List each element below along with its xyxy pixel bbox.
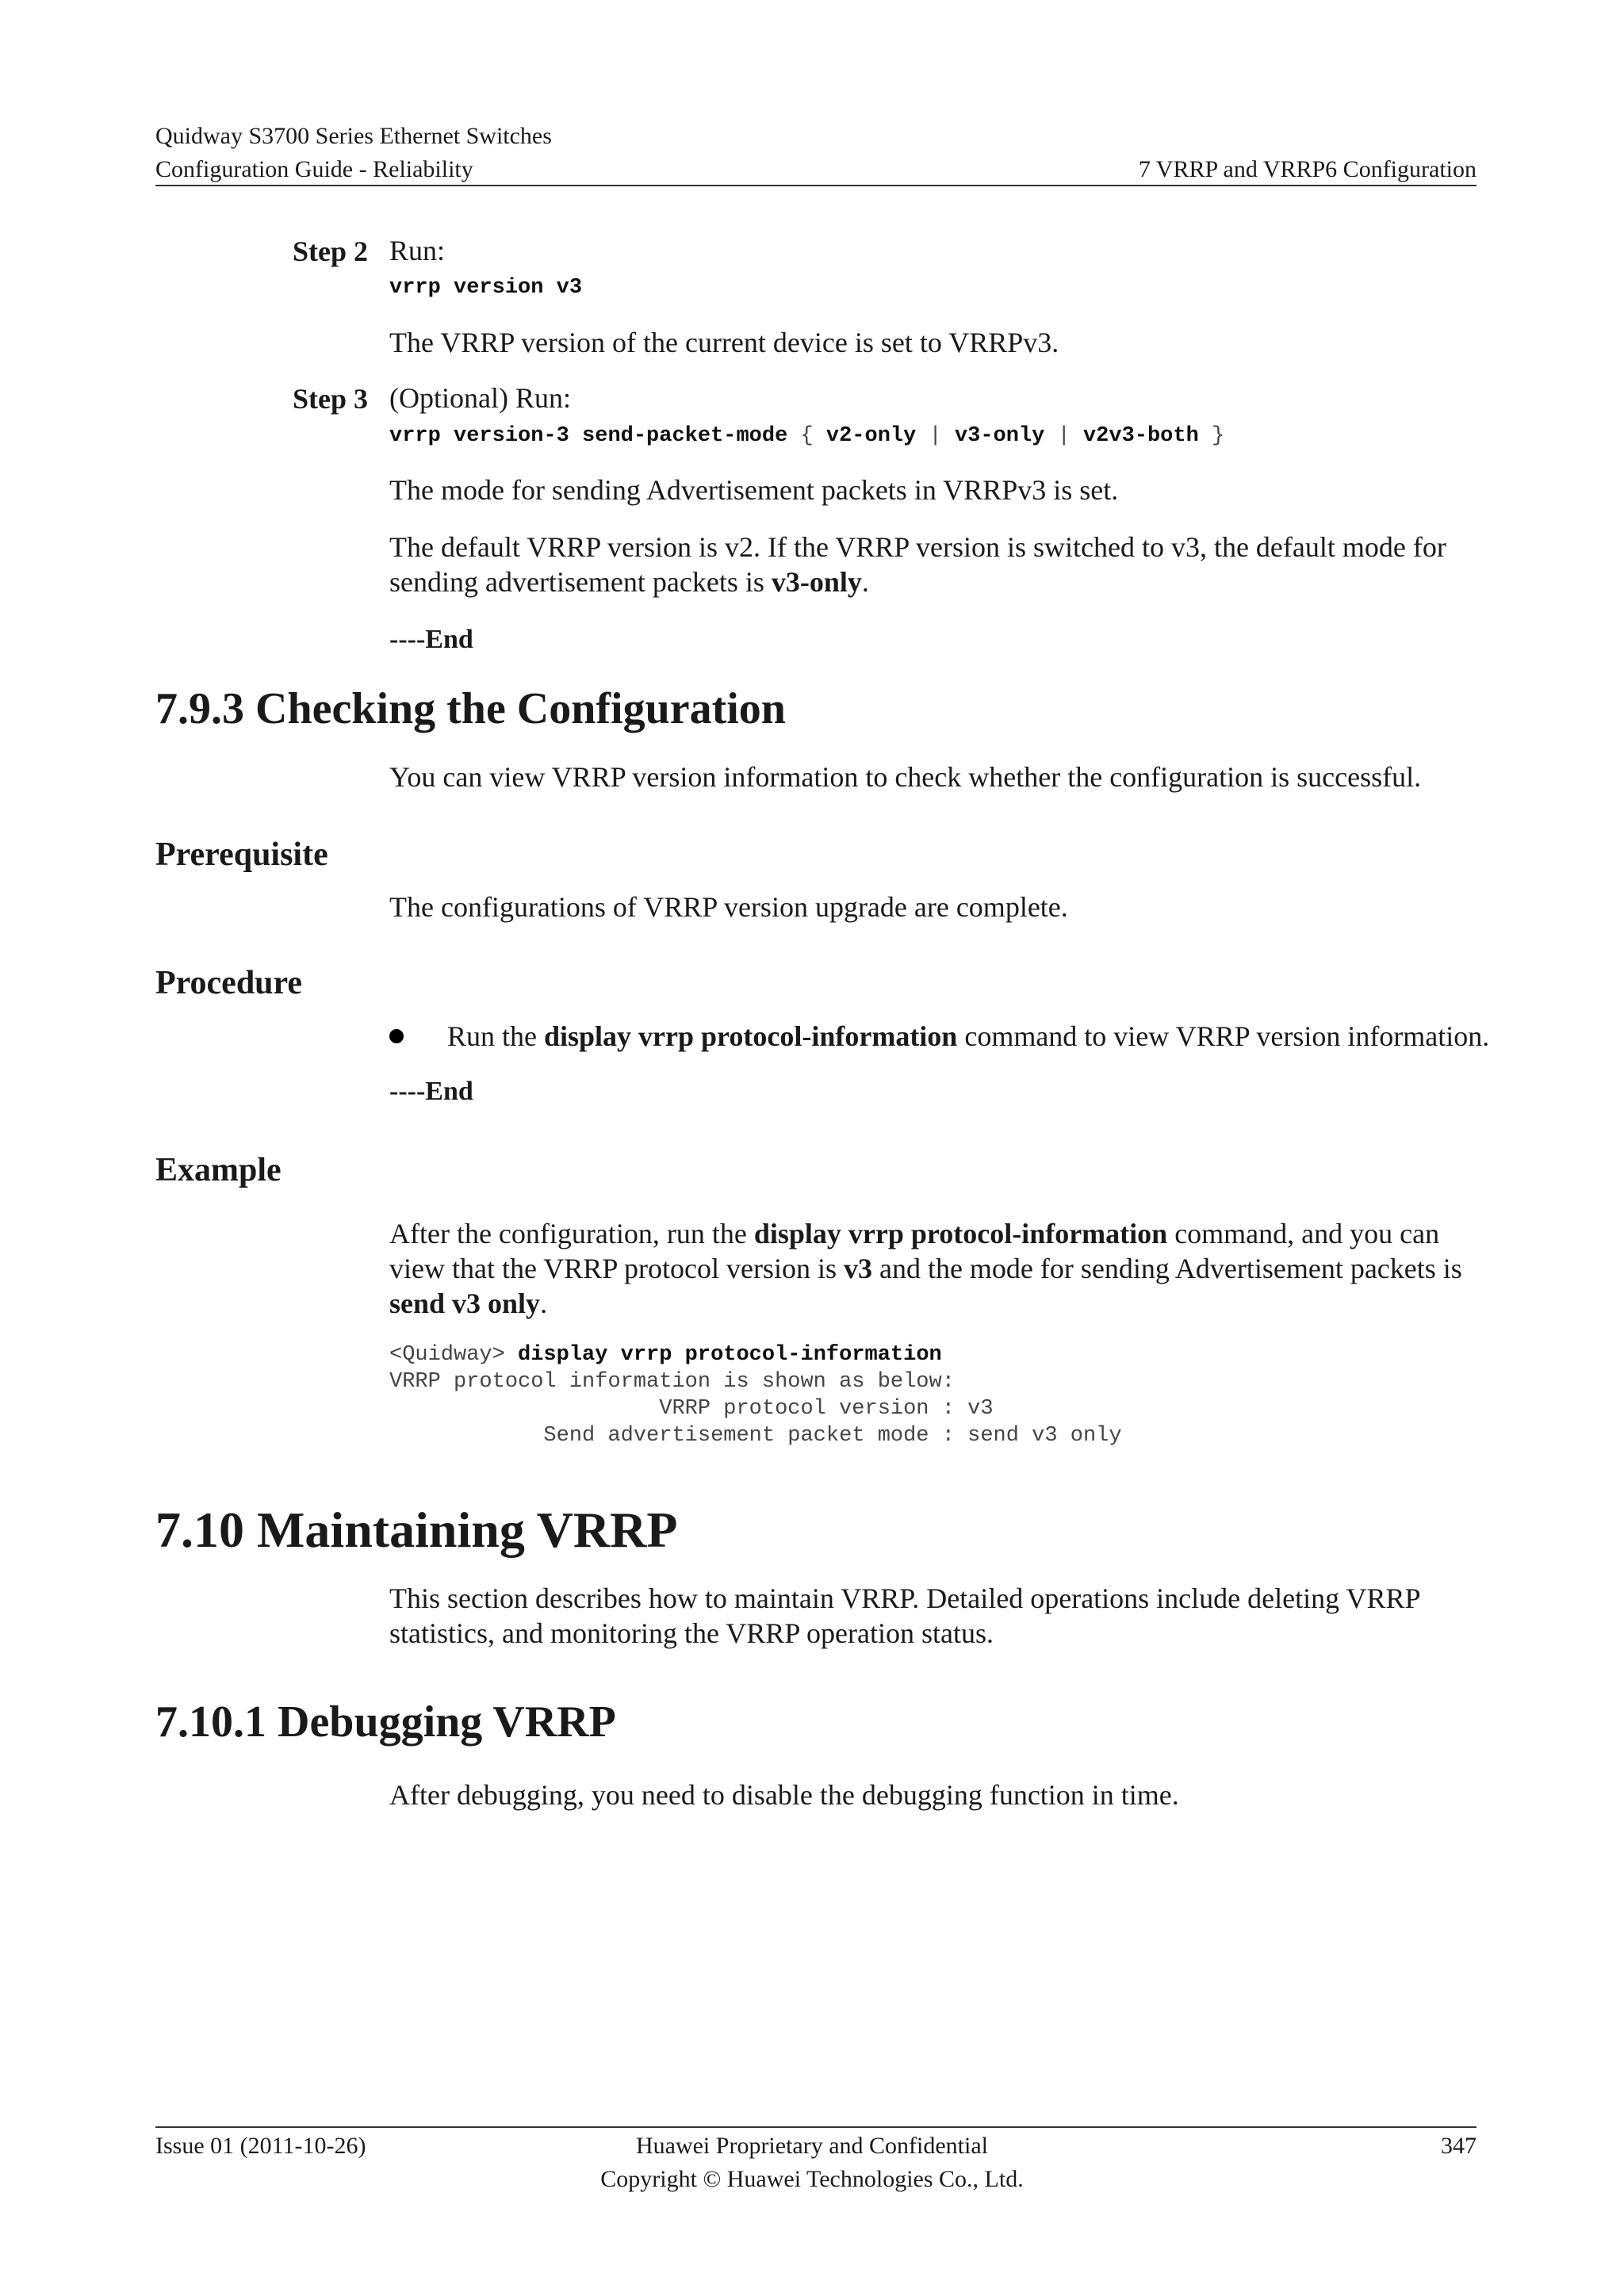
end-marker: ----End [389,1077,473,1106]
footer-proprietary: Huawei Proprietary and Confidential [635,2133,989,2159]
footer-copyright: Copyright © Huawei Technologies Co., Ltd. [600,2166,1024,2192]
bullet-icon [389,1029,404,1043]
footer-rule [155,2126,1477,2128]
step-3-label: Step 3 [292,383,368,415]
page-number: 347 [1441,2133,1477,2159]
step-3-run: (Optional) Run: [389,382,571,414]
section-title-7-10-1: 7.10.1 Debugging VRRP [155,1697,616,1747]
end-marker: ----End [389,625,473,654]
code-block: <Quidway> display vrrp protocol-information VRRP protocol information is shown as below: VRRP protocol version : v3 Send advertisement packet mode : send v3 only [389,1343,1122,1448]
section-7-10-text: This section describes how to maintain VRRP. Detailed operations include deleting VRRP statistics, and monitoring the VRRP operation status. [389,1582,1420,1649]
procedure-heading: Procedure [155,965,303,1001]
prerequisite-text: The configurations of VRRP version upgrade are complete. [389,891,1068,923]
step-2-label: Step 2 [292,235,368,267]
header-chapter: 7 VRRP and VRRP6 Configuration [1138,156,1477,182]
section-7-9-3-intro: You can view VRRP version information to check whether the configuration is successful. [389,761,1422,793]
header-rule [155,185,1477,186]
step-2-command: vrrp version v3 [389,276,583,300]
section-title-7-10: 7.10 Maintaining VRRP [155,1502,678,1558]
procedure-item: Run the display vrrp protocol-information command to view VRRP version information. [447,1020,1490,1052]
step-2-description: The VRRP version of the current device is set to VRRPv3. [389,327,1059,358]
prerequisite-heading: Prerequisite [155,836,328,873]
section-title-7-9-3: 7.9.3 Checking the Configuration [155,684,786,733]
footer-issue: Issue 01 (2011-10-26) [155,2133,366,2159]
step-2-run: Run: [389,235,446,266]
step-3-default-note: The default VRRP version is v2. If the VRRP version is switched to v3, the default mode for sending advertisement packets is v3-only. [389,531,1446,598]
header-guide: Configuration Guide - Reliability [155,156,473,182]
header-product: Quidway S3700 Series Ethernet Switches [155,123,552,149]
example-heading: Example [155,1152,282,1188]
example-text: After the configuration, run the display vrrp protocol-information command, and you can view that the VRRP protocol version is v3 and the mode for sending Advertisement packets is send v3 only. [389,1218,1462,1319]
step-3-command: vrrp version-3 send-packet-mode { v2-only | v3-only | v2v3-both } [389,424,1225,448]
step-3-description: The mode for sending Advertisement packets in VRRPv3 is set. [389,474,1119,506]
section-7-10-1-text: After debugging, you need to disable the debugging function in time. [389,1779,1179,1811]
